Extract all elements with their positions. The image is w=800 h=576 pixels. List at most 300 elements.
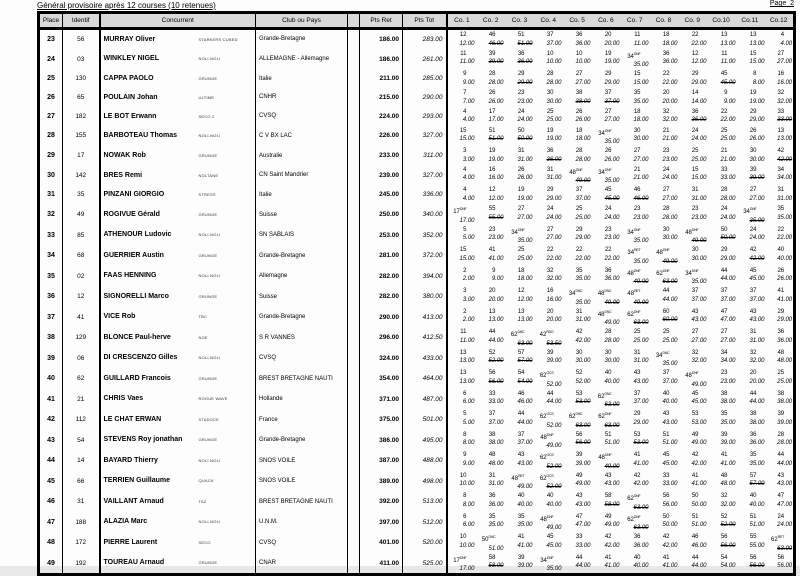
pts-tot-cell: 413.00 bbox=[403, 307, 447, 328]
race-cell-co2 bbox=[476, 450, 505, 471]
race-cell-co11 bbox=[737, 430, 766, 451]
race-points: 37.00 bbox=[720, 296, 736, 303]
race-cell-co4 bbox=[534, 430, 563, 451]
race-points: 4.00 bbox=[462, 175, 475, 182]
results-table bbox=[37, 11, 796, 576]
race-place: $34^{DNC}$ bbox=[655, 350, 670, 359]
race-cell-co5 bbox=[563, 146, 592, 165]
header-race-co6: Co. 6 bbox=[598, 17, 614, 24]
race-points: 2.00 bbox=[462, 317, 475, 324]
race-place: 45 bbox=[546, 534, 554, 541]
race-cell-co7 bbox=[621, 204, 650, 225]
race-points: 3.00 bbox=[462, 156, 475, 163]
competitor-name: LE BOT Erwann bbox=[103, 112, 157, 120]
race-place: 58 bbox=[604, 493, 612, 500]
race-place: 53 bbox=[575, 390, 583, 397]
race-cell-co2 bbox=[476, 165, 505, 186]
pts-ret-cell: 375.00 bbox=[360, 409, 403, 430]
race-cell-co1 bbox=[447, 185, 476, 204]
race-cell-co11 bbox=[737, 409, 766, 430]
race-cell-co2 bbox=[476, 286, 505, 307]
race-cell-co11 bbox=[737, 553, 766, 575]
race-code: DNF bbox=[633, 268, 641, 273]
race-points-discarded: 63.00 bbox=[604, 422, 620, 429]
race-cell-co7 bbox=[621, 532, 650, 553]
race-points: 16.00 bbox=[777, 79, 793, 86]
race-code: OCS bbox=[546, 412, 554, 417]
competitor-name: TOUREAU Arnaud bbox=[103, 559, 165, 567]
race-points: 15.00 bbox=[459, 136, 475, 143]
race-place: $62^{RET}$ bbox=[771, 535, 785, 544]
race-points: 44.00 bbox=[691, 563, 707, 570]
race-points: 41.00 bbox=[662, 563, 678, 570]
race-cell-co9 bbox=[679, 69, 708, 88]
race-place: 37 bbox=[749, 288, 757, 295]
pts-ret-cell: 386.00 bbox=[360, 430, 403, 451]
boat-name: SECO 2 bbox=[198, 113, 215, 119]
pts-ret-cell: 296.00 bbox=[360, 327, 403, 348]
race-cell-co5 bbox=[563, 409, 592, 430]
pts-tot-cell: 520.00 bbox=[403, 532, 447, 553]
race-place: 30 bbox=[575, 349, 583, 356]
race-points: 19.00 bbox=[749, 98, 765, 105]
race-place: $34^{DNF}$ bbox=[685, 268, 699, 277]
competitor-name: BRES Remi bbox=[103, 171, 143, 179]
race-place: 29 bbox=[749, 108, 757, 115]
race-points: 39.00 bbox=[575, 460, 591, 467]
spacer-cell bbox=[348, 126, 360, 147]
race-points: 20.00 bbox=[604, 40, 620, 47]
pts-ret-cell: 371.00 bbox=[360, 389, 403, 410]
header-race-co3: Co. 3 bbox=[511, 17, 528, 24]
race-place: 23 bbox=[633, 206, 641, 213]
race-code: DNC bbox=[604, 309, 612, 314]
race-place: $48^{DNC}$ bbox=[597, 309, 612, 318]
race-place: 24 bbox=[546, 206, 554, 213]
race-cell-co7 bbox=[621, 146, 650, 165]
race-place: 8 bbox=[463, 431, 467, 438]
race-cell-co12 bbox=[766, 286, 795, 307]
race-place: 11 bbox=[460, 329, 467, 336]
race-code: DNF bbox=[633, 494, 641, 499]
race-points: 43.00 bbox=[691, 317, 707, 324]
race-points-discarded: 42.00 bbox=[749, 255, 765, 262]
concurrent-cell bbox=[100, 245, 256, 266]
race-points: 39.00 bbox=[777, 419, 793, 426]
race-place: 39 bbox=[517, 554, 525, 561]
race-place: 22 bbox=[720, 108, 728, 115]
race-cell-co9 bbox=[679, 553, 708, 575]
race-cell-co5 bbox=[563, 307, 592, 328]
race-cell-co3 bbox=[505, 512, 534, 533]
race-points: 44.00 bbox=[749, 399, 765, 406]
race-cell-co10 bbox=[708, 348, 737, 369]
race-points: 47.00 bbox=[575, 522, 591, 529]
race-points: 36.00 bbox=[633, 542, 649, 549]
race-cell-co1 bbox=[447, 491, 476, 512]
race-points: 43.00 bbox=[604, 481, 620, 488]
race-cell-co4 bbox=[534, 146, 563, 165]
competitor-name: GUILLARD Francois bbox=[103, 374, 171, 382]
race-place: 56 bbox=[720, 534, 728, 541]
race-cell-co1 bbox=[447, 532, 476, 553]
race-cell-co12 bbox=[766, 185, 795, 204]
race-cell-co8 bbox=[650, 225, 679, 246]
race-points: 41.00 bbox=[604, 563, 620, 570]
pts-ret-cell: 239.00 bbox=[360, 165, 403, 186]
race-cell-co3 bbox=[505, 204, 534, 225]
race-cell-co10 bbox=[708, 49, 737, 70]
race-place: 43 bbox=[749, 308, 757, 315]
race-points: 27.00 bbox=[604, 117, 620, 124]
race-place: 27 bbox=[720, 329, 728, 336]
race-cell-co10 bbox=[708, 532, 737, 553]
race-points: 44.00 bbox=[720, 276, 736, 283]
race-cell-co9 bbox=[679, 409, 708, 430]
race-place: 24 bbox=[517, 108, 525, 115]
race-code: OCS bbox=[546, 473, 554, 478]
header-races bbox=[447, 13, 795, 29]
race-points: 32.00 bbox=[662, 117, 678, 124]
race-points: 38.00 bbox=[720, 399, 736, 406]
race-cell-co6 bbox=[592, 185, 621, 204]
race-cell-co9 bbox=[679, 389, 708, 410]
competitor-name: ATHENOUR Ludovic bbox=[103, 231, 172, 239]
place-cell: 34 bbox=[47, 252, 55, 260]
race-cell-co9 bbox=[679, 29, 708, 49]
race-cell-co6 bbox=[592, 512, 621, 533]
concurrent-cell bbox=[100, 368, 256, 389]
race-cell-co12 bbox=[766, 471, 795, 492]
race-place: 26 bbox=[749, 127, 757, 134]
header-concurrent: Concurrent bbox=[100, 13, 256, 29]
race-place: 45 bbox=[662, 452, 670, 459]
race-place: 8 bbox=[463, 493, 467, 500]
club-cell: Suisse bbox=[256, 286, 348, 307]
race-place: 26 bbox=[517, 166, 525, 173]
race-place: 40 bbox=[633, 554, 641, 561]
race-place: 40 bbox=[749, 493, 757, 500]
race-place: 40 bbox=[777, 247, 785, 254]
race-cell-co6 bbox=[592, 553, 621, 575]
club-cell: SNOS VOILE bbox=[256, 450, 348, 471]
race-place: 41 bbox=[777, 288, 785, 295]
race-place: 19 bbox=[604, 50, 612, 57]
header-race-co7: Co. 7 bbox=[626, 17, 643, 24]
race-cell-co5 bbox=[563, 348, 592, 369]
race-points-discarded: 54.00 bbox=[517, 378, 533, 385]
club-cell: S R VANNES bbox=[256, 327, 348, 348]
race-cell-co1 bbox=[447, 146, 476, 165]
race-cell-co5 bbox=[563, 266, 592, 287]
race-cell-co3 bbox=[505, 389, 534, 410]
race-place: 52 bbox=[488, 349, 496, 356]
race-cell-co8 bbox=[650, 266, 679, 287]
race-place: $62^{OCS}$ bbox=[539, 473, 554, 482]
race-points: 31.00 bbox=[517, 156, 533, 163]
club-cell: Italie bbox=[256, 185, 348, 204]
race-place: 47 bbox=[777, 493, 785, 500]
race-code: RET bbox=[777, 535, 785, 540]
race-place: 31 bbox=[546, 166, 554, 173]
race-cell-co9 bbox=[679, 126, 708, 147]
race-place: 42 bbox=[604, 534, 612, 541]
race-place: 21 bbox=[662, 127, 670, 134]
table-row bbox=[39, 409, 795, 430]
place-cell: 43 bbox=[47, 436, 55, 444]
race-cell-co10 bbox=[708, 29, 737, 49]
race-points: 33.00 bbox=[488, 399, 504, 406]
race-code: DNF bbox=[691, 268, 699, 273]
race-points: 31.00 bbox=[633, 358, 649, 365]
race-place: 27 bbox=[575, 71, 583, 78]
race-points: 52.00 bbox=[575, 378, 591, 385]
race-cell-co6 bbox=[592, 430, 621, 451]
pts-ret-cell: 387.00 bbox=[360, 450, 403, 471]
race-points: 50.00 bbox=[662, 522, 678, 529]
place-cell: 42 bbox=[47, 416, 55, 424]
race-points: 43.00 bbox=[633, 378, 649, 385]
race-points: 7.00 bbox=[462, 98, 475, 105]
race-points-discarded: 63.00 bbox=[777, 545, 793, 552]
race-place: 54 bbox=[517, 370, 525, 377]
race-place: 21 bbox=[720, 148, 728, 155]
race-cell-co8 bbox=[650, 471, 679, 492]
race-points: 20.00 bbox=[546, 317, 562, 324]
race-points: 25.00 bbox=[777, 378, 793, 385]
race-points: 24.00 bbox=[777, 522, 793, 529]
race-place: 38 bbox=[488, 431, 496, 438]
race-points: 27.00 bbox=[575, 79, 591, 86]
race-code: RET bbox=[634, 289, 641, 294]
race-cell-co12 bbox=[766, 491, 795, 512]
race-place: 20 bbox=[546, 308, 554, 315]
header-identif: Identif bbox=[63, 13, 100, 29]
race-points: 35.00 bbox=[633, 98, 649, 105]
race-place: 40 bbox=[517, 493, 525, 500]
race-place: 3 bbox=[463, 148, 467, 155]
race-points: 17.00 bbox=[488, 117, 504, 124]
race-place: $34^{DNF}$ bbox=[743, 207, 757, 216]
race-points-discarded: 50.00 bbox=[517, 136, 533, 143]
race-cell-co12 bbox=[766, 69, 795, 88]
race-points: 16.00 bbox=[546, 296, 562, 303]
race-place: 53 bbox=[691, 411, 699, 418]
place-cell: 24 bbox=[47, 55, 55, 63]
race-cell-co3 bbox=[505, 107, 534, 126]
concurrent-cell bbox=[100, 225, 256, 246]
pts-tot-cell: 283.00 bbox=[403, 29, 447, 49]
identif-cell: 129 bbox=[63, 327, 100, 348]
race-place: 10 bbox=[575, 50, 583, 57]
race-cell-co11 bbox=[737, 225, 766, 246]
race-cell-co8 bbox=[650, 88, 679, 107]
race-place: 27 bbox=[777, 50, 785, 57]
race-cell-co11 bbox=[737, 245, 766, 266]
race-place: 30 bbox=[662, 226, 670, 233]
race-points: 40.00 bbox=[662, 399, 678, 406]
race-points: 17.00 bbox=[459, 566, 475, 573]
race-place: 36 bbox=[517, 50, 525, 57]
spacer-cell bbox=[348, 348, 360, 369]
race-points: 16.00 bbox=[488, 175, 504, 182]
boat-name: STADOCK bbox=[198, 416, 219, 422]
race-code: DNF bbox=[691, 227, 699, 232]
race-place: 41 bbox=[633, 452, 641, 459]
race-points: 30.00 bbox=[662, 235, 678, 242]
race-place: 27 bbox=[662, 187, 670, 194]
race-place: 16 bbox=[777, 71, 785, 78]
place-cell: 46 bbox=[47, 498, 55, 506]
race-points: 23.00 bbox=[691, 214, 707, 221]
race-cell-co11 bbox=[737, 348, 766, 369]
race-points: 35.00 bbox=[575, 299, 591, 306]
race-cell-co11 bbox=[737, 69, 766, 88]
race-place: 44 bbox=[546, 390, 554, 397]
race-place: 35 bbox=[488, 513, 496, 520]
race-cell-co6 bbox=[592, 450, 621, 471]
race-place: 48 bbox=[720, 472, 728, 479]
race-place: 52 bbox=[575, 370, 583, 377]
race-place: 28 bbox=[546, 71, 554, 78]
race-place: $48^{DNF}$ bbox=[540, 514, 554, 523]
race-points: 23.00 bbox=[633, 214, 649, 221]
race-cell-co3 bbox=[505, 225, 534, 246]
race-cell-co8 bbox=[650, 450, 679, 471]
race-place: 11 bbox=[634, 32, 641, 38]
race-place: $17^{DNF}$ bbox=[453, 555, 467, 564]
race-cell-co6 bbox=[592, 225, 621, 246]
table-row bbox=[39, 29, 795, 49]
race-place: 37 bbox=[633, 390, 641, 397]
race-points: 29.00 bbox=[575, 235, 591, 242]
race-place: 25 bbox=[691, 148, 699, 155]
place-cell: 35 bbox=[47, 272, 55, 280]
race-points: 40.00 bbox=[749, 501, 765, 508]
race-place: 25 bbox=[777, 370, 785, 377]
race-place: 23 bbox=[488, 226, 496, 233]
race-cell-co2 bbox=[476, 327, 505, 348]
race-code: DNF bbox=[633, 309, 641, 314]
identif-cell: 62 bbox=[63, 368, 100, 389]
identif-cell: 142 bbox=[63, 165, 100, 186]
pts-tot-cell: 327.00 bbox=[403, 126, 447, 147]
race-cell-co3 bbox=[505, 307, 534, 328]
race-points-discarded: 57.00 bbox=[517, 358, 533, 365]
race-cell-co1 bbox=[447, 107, 476, 126]
identif-cell: 172 bbox=[63, 532, 100, 553]
race-code: DNF bbox=[633, 227, 641, 232]
race-place: 22 bbox=[777, 226, 785, 233]
race-points: 32.00 bbox=[777, 98, 793, 105]
race-place: 31 bbox=[749, 329, 757, 336]
race-place: 52 bbox=[720, 513, 728, 520]
header-place: Place bbox=[39, 13, 63, 29]
race-points: 51.00 bbox=[749, 522, 765, 529]
race-cell-co2 bbox=[476, 266, 505, 287]
race-code: DNF bbox=[604, 128, 612, 133]
pts-ret-cell: 224.00 bbox=[360, 107, 403, 126]
boat-name: NOLI-NOLI bbox=[198, 273, 221, 279]
spacer-cell bbox=[348, 368, 360, 389]
race-cell-co2 bbox=[476, 107, 505, 126]
race-points: 53.00 bbox=[691, 419, 707, 426]
race-place: $34^{DNF}$ bbox=[540, 555, 554, 564]
place-cell: 36 bbox=[47, 293, 55, 301]
race-points: 24.00 bbox=[546, 214, 562, 221]
race-place: 31 bbox=[691, 187, 699, 194]
race-place: 24 bbox=[691, 127, 699, 134]
competitor-name: TERRIEN Guillaume bbox=[103, 477, 171, 485]
race-cell-co5 bbox=[563, 286, 592, 307]
race-place: 48 bbox=[488, 452, 496, 459]
race-points: 47.00 bbox=[720, 317, 736, 324]
race-cell-co8 bbox=[650, 512, 679, 533]
table-row bbox=[39, 266, 795, 287]
race-cell-co4 bbox=[534, 204, 563, 225]
identif-cell: 66 bbox=[63, 471, 100, 492]
race-place: 25 bbox=[633, 329, 641, 336]
race-points: 52.00 bbox=[546, 422, 562, 429]
race-cell-co4 bbox=[534, 348, 563, 369]
pts-tot-cell: 380.00 bbox=[403, 286, 447, 307]
race-cell-co6 bbox=[592, 327, 621, 348]
race-place: 49 bbox=[691, 431, 699, 438]
race-place: 20 bbox=[604, 32, 612, 38]
race-code: DNF bbox=[604, 167, 612, 172]
race-place: 33 bbox=[575, 534, 583, 541]
race-cell-co10 bbox=[708, 286, 737, 307]
identif-cell: 54 bbox=[63, 430, 100, 451]
race-points: 44.00 bbox=[662, 296, 678, 303]
pts-ret-cell: 324.00 bbox=[360, 348, 403, 369]
race-cell-co7 bbox=[621, 225, 650, 246]
race-points: 11.00 bbox=[720, 59, 736, 66]
pts-ret-cell: 401.00 bbox=[360, 532, 403, 553]
race-place: 44 bbox=[662, 288, 670, 295]
pts-tot-cell: 285.00 bbox=[403, 69, 447, 88]
race-place: 35 bbox=[777, 206, 785, 213]
race-cell-co2 bbox=[476, 471, 505, 492]
race-cell-co11 bbox=[737, 126, 766, 147]
race-cell-co1 bbox=[447, 430, 476, 451]
race-cell-co3 bbox=[505, 409, 534, 430]
table-row bbox=[39, 532, 795, 553]
race-cell-co5 bbox=[563, 185, 592, 204]
race-place: 41 bbox=[662, 554, 670, 561]
boat-name: GRUNGE bbox=[198, 252, 218, 258]
spacer-cell bbox=[348, 450, 360, 471]
boat-name: NOLI-NOLI bbox=[198, 519, 221, 525]
race-cell-co4 bbox=[534, 126, 563, 147]
race-cell-co11 bbox=[737, 471, 766, 492]
race-cell-co3 bbox=[505, 69, 534, 88]
race-place: 39 bbox=[777, 411, 785, 418]
race-cell-co12 bbox=[766, 107, 795, 126]
page-number: Page_2 bbox=[769, 0, 794, 7]
concurrent-cell bbox=[100, 471, 256, 492]
club-cell: Grande-Bretagne bbox=[256, 29, 348, 49]
race-points: 25.00 bbox=[546, 117, 562, 124]
race-cell-co9 bbox=[679, 165, 708, 186]
race-place: 38 bbox=[777, 390, 785, 397]
race-points: 8.00 bbox=[462, 501, 475, 508]
race-points: 35.00 bbox=[575, 276, 591, 283]
spacer-cell bbox=[348, 553, 360, 575]
race-points: 35.00 bbox=[633, 62, 649, 69]
identif-cell: 112 bbox=[63, 409, 100, 430]
race-cell-co2 bbox=[476, 204, 505, 225]
